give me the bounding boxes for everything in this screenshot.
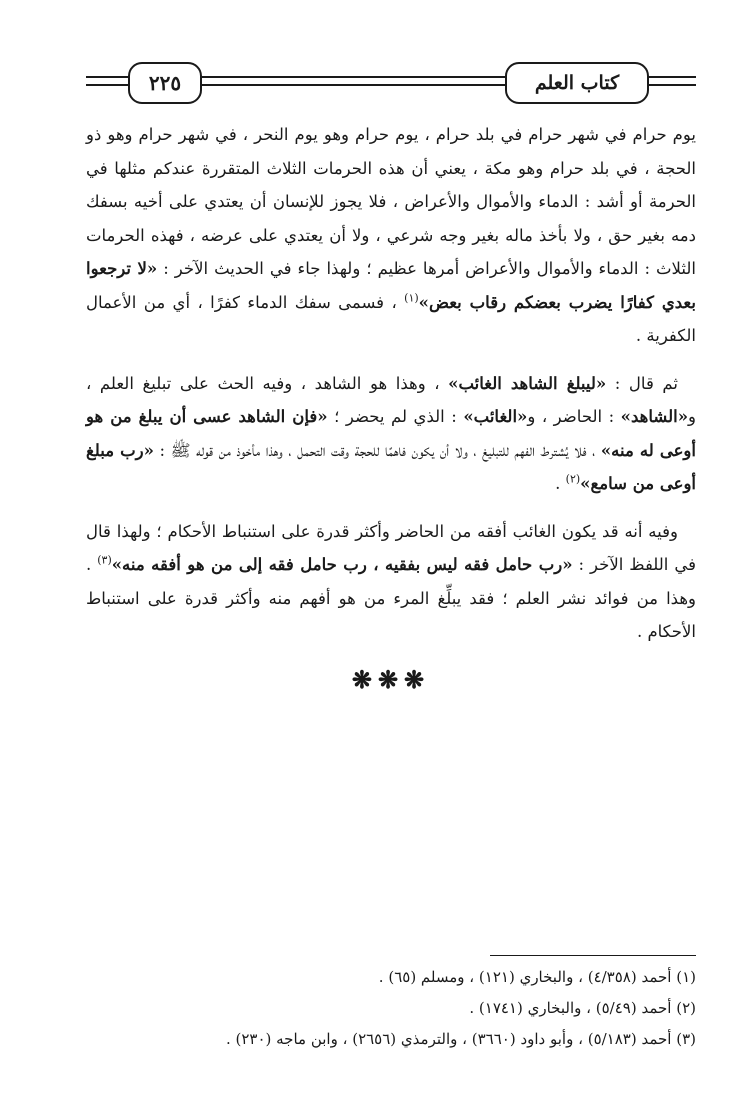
paragraph-1-text-2: ، فسمى سفك الدماء كفرًا ، أي من الأعمال الكفرية . — [86, 292, 696, 345]
paragraph-1 — [86, 118, 696, 353]
footnotes — [86, 962, 696, 1055]
paragraph-2-text-1: ثم قال : — [606, 373, 678, 393]
hadith-quote-4: «رب مبلغ أوعى من سامع» — [86, 440, 696, 493]
hadith-quote-1: «لا ترجعوا بعدي كفارًا يضرب بعضكم رقاب بعض» — [86, 259, 696, 312]
hadith-quote-3: «فإن الشاهد عسى أن يبلغ من هو أوعى له منه» — [86, 407, 696, 460]
page-number: ٢٢٥ — [128, 62, 202, 104]
footnote-ref-2: (٢) — [565, 472, 581, 486]
paragraph-1-text-1: يوم حرام في شهر حرام في بلد حرام ، يوم حرام وهو يوم النحر ، في شهر حرام وهو ذو الحجة ، في بلد حرام وهو مكة ، يعني أن هذه الحرمات الثلاث المتقررة عندكم مثلها في الحرمة أو أشد : الدماء والأموال والأعراض ، فلا يجوز للإنسان أن يعتدي على أخيه بسفك دمه بغير حق ، ولا بأخذ ماله بغير وجه شرعي ، ولا أن يعتدي على عرضه ، فهذه الحرمات الثلاث : الدماء والأموال والأعراض أمرها عظيم ؛ ولهذا جاء في الحديث الآخر : — [86, 125, 696, 278]
paragraph-3-text-2: . وهذا من فوائد نشر العلم ؛ فقد يبلِّغ المرء من هو أفهم منه وأكثر قدرة على استنباط الأحكام . — [86, 555, 696, 641]
paragraph-3-text-1: وفيه أنه قد يكون الغائب أفقه من الحاضر وأكثر قدرة على استنباط الأحكام ؛ ولهذا قال في اللفظ الآخر : — [86, 521, 696, 574]
footnote-1: (١) أحمد (٤/٣٥٨) ، والبخاري (١٢١) ، ومسلم (٦٥) . — [378, 968, 696, 986]
footnote-ref-1: (١) — [404, 291, 419, 304]
term-shahid: «الشاهد» — [620, 407, 689, 426]
paragraph-2 — [86, 367, 696, 501]
main-text — [86, 118, 696, 696]
hadith-quote-5: «رب حامل فقه ليس بفقيه ، رب حامل فقه إلى من هو أفقه منه» — [111, 555, 573, 574]
paragraph-2-text-4: : الذي لم يحضر ؛ — [327, 407, 464, 426]
term-ghaib: «الغائب» — [463, 407, 528, 426]
section-separator: ❋❋❋ — [351, 664, 431, 694]
hadith-quote-2: «ليبلغ الشاهد الغائب» — [448, 373, 607, 393]
paragraph-2-text-3: : الحاضر ، و — [527, 407, 621, 426]
footnote-3: (٣) أحمد (٥/١٨٣) ، وأبو داود (٣٦٦٠) ، والترمذي (٢٦٥٦) ، وابن ماجه (٢٣٠) . — [225, 1030, 696, 1048]
paragraph-2-text-2: ، وهذا هو الشاهد ، وفيه الحث على تبليغ العلم ، و — [86, 373, 696, 426]
footnote-divider — [490, 955, 696, 956]
running-title: كتاب العلم — [505, 62, 649, 104]
paragraph-2-text-6: . — [555, 474, 566, 493]
page-header — [0, 0, 750, 110]
paragraph-2-text-5: ، فلا يُشترط الفهم للتبليغ ، ولا أن يكون فاهمًا للحجة وقت التحمل ، وهذا مأخوذ من قوله ﷺ : — [153, 440, 601, 460]
footnote-2: (٢) أحمد (٥/٤٩) ، والبخاري (١٧٤١) . — [469, 999, 696, 1017]
paragraph-3 — [86, 515, 696, 649]
footnote-ref-3: (٣) — [97, 553, 112, 567]
